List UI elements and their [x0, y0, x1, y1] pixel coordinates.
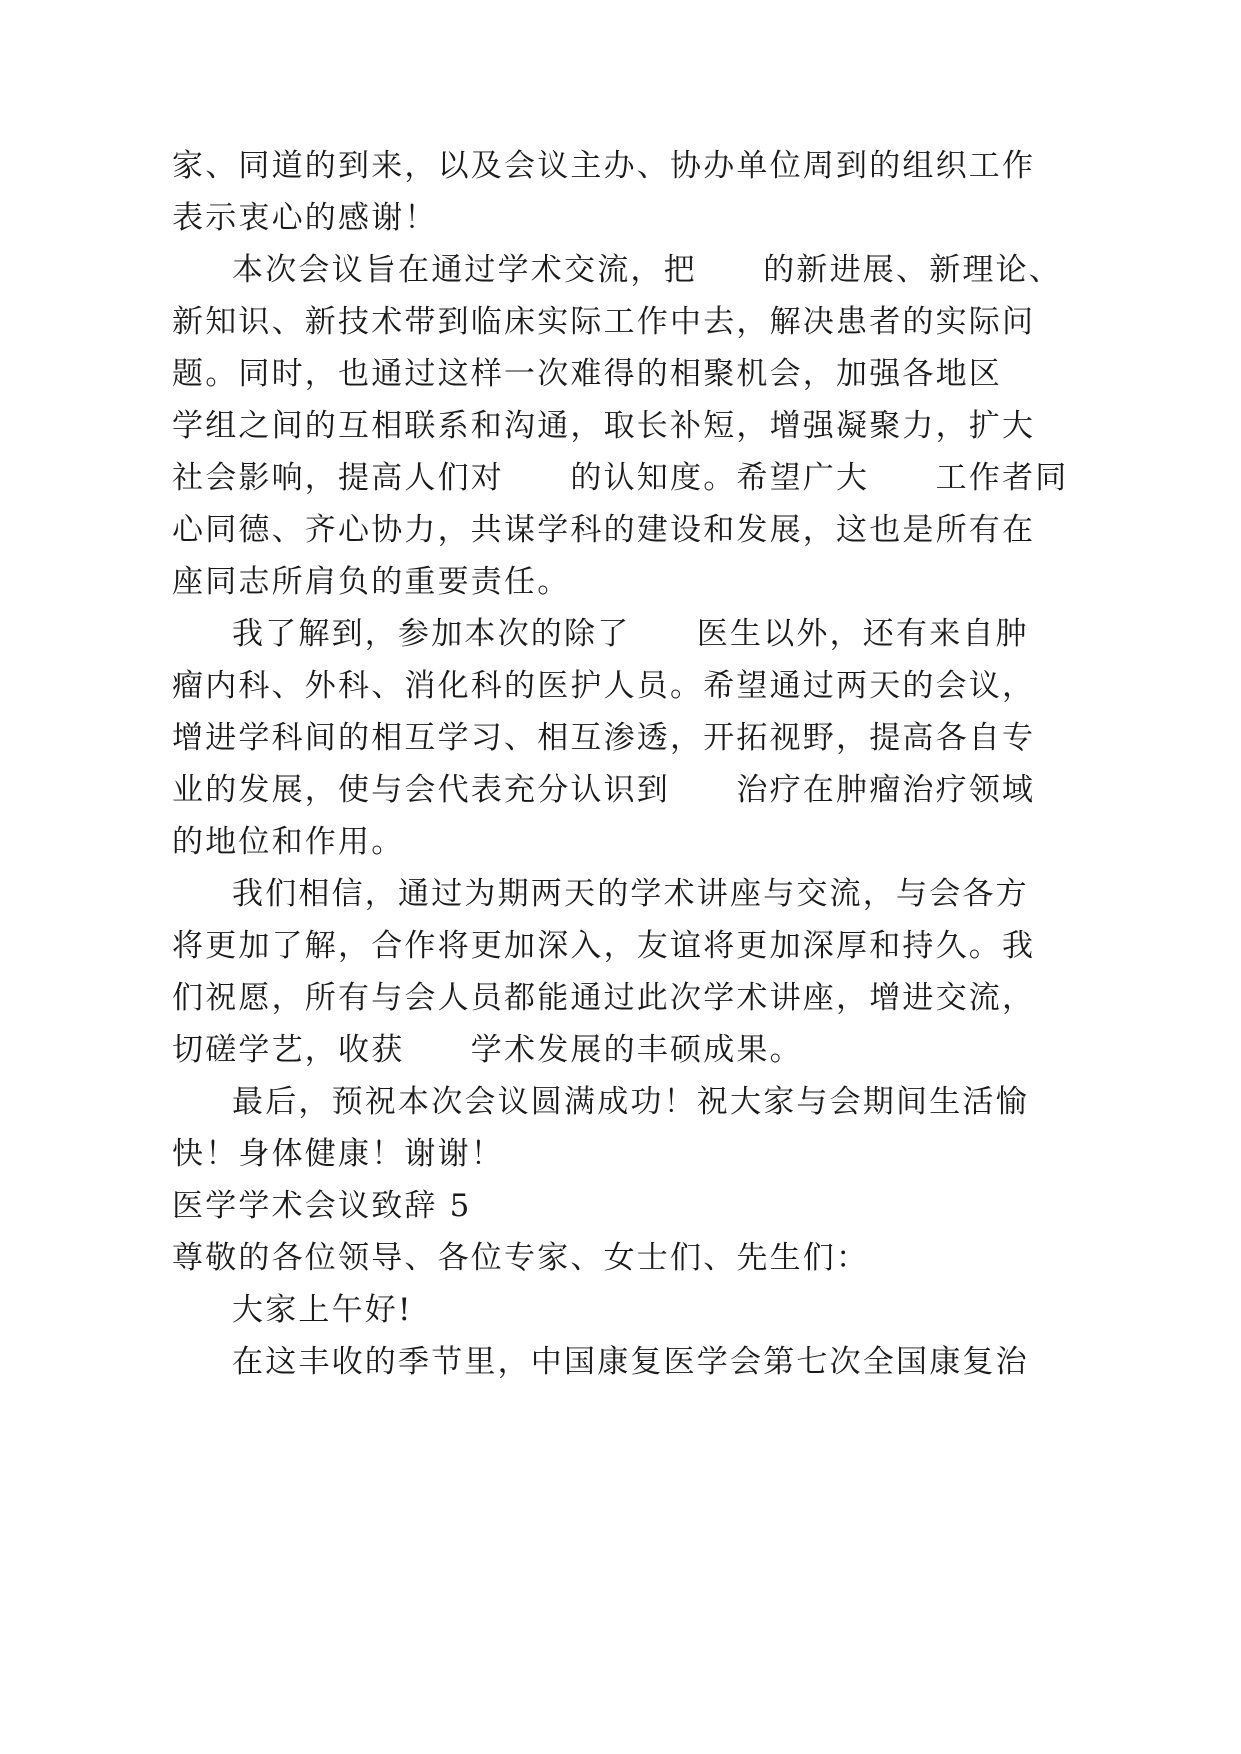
- section-heading: 医学学术会议致辞 5: [172, 1188, 472, 1224]
- text-line: 瘤内科、外科、消化科的医护人员。希望通过两天的会议，: [172, 668, 1036, 704]
- text-line: 快！身体健康！谢谢！: [172, 1136, 504, 1172]
- text-line: 业的发展，使与会代表充分认识到 治疗在肿瘤治疗领域: [172, 772, 1036, 808]
- text-line: 的地位和作用。: [172, 824, 405, 860]
- salutation-line: 尊敬的各位领导、各位专家、女士们、先生们：: [172, 1240, 870, 1276]
- text-line: 学组之间的互相联系和沟通，取长补短，增强凝聚力，扩大: [172, 408, 1036, 444]
- paragraph-start-line: 在这丰收的季节里，中国康复医学会第七次全国康复治: [232, 1344, 1029, 1380]
- text-line: 将更加了解，合作将更加深入，友谊将更加深厚和持久。我: [172, 928, 1036, 964]
- text-line: 心同德、齐心协力，共谋学科的建设和发展，这也是所有在: [172, 512, 1036, 548]
- text-line: 切磋学艺，收获 学术发展的丰硕成果。: [172, 1032, 803, 1068]
- paragraph-start-line: 我们相信，通过为期两天的学术讲座与交流，与会各方: [232, 876, 1029, 912]
- text-line: 座同志所肩负的重要责任。: [172, 564, 571, 600]
- text-line: 新知识、新技术带到临床实际工作中去，解决患者的实际问: [172, 304, 1036, 340]
- text-line: 家、同道的到来，以及会议主办、协办单位周到的组织工作: [172, 148, 1036, 184]
- paragraph-start-line: 最后，预祝本次会议圆满成功！祝大家与会期间生活愉: [232, 1084, 1029, 1120]
- paragraph-start-line: 本次会议旨在通过学术交流，把 的新进展、新理论、: [232, 252, 1062, 288]
- text-line: 们祝愿，所有与会人员都能通过此次学术讲座，增进交流，: [172, 980, 1036, 1016]
- text-line: 社会影响，提高人们对 的认知度。希望广大 工作者同: [172, 460, 1069, 496]
- paragraph-start-line: 我了解到，参加本次的除了 医生以外，还有来自肿: [232, 616, 1029, 652]
- text-line: 增进学科间的相互学习、相互渗透，开拓视野，提高各自专: [172, 720, 1036, 756]
- greeting-line: 大家上午好!: [232, 1292, 413, 1328]
- text-line: 表示衷心的感谢！: [172, 200, 438, 236]
- text-line: 题。同时，也通过这样一次难得的相聚机会，加强各地区: [172, 356, 1002, 392]
